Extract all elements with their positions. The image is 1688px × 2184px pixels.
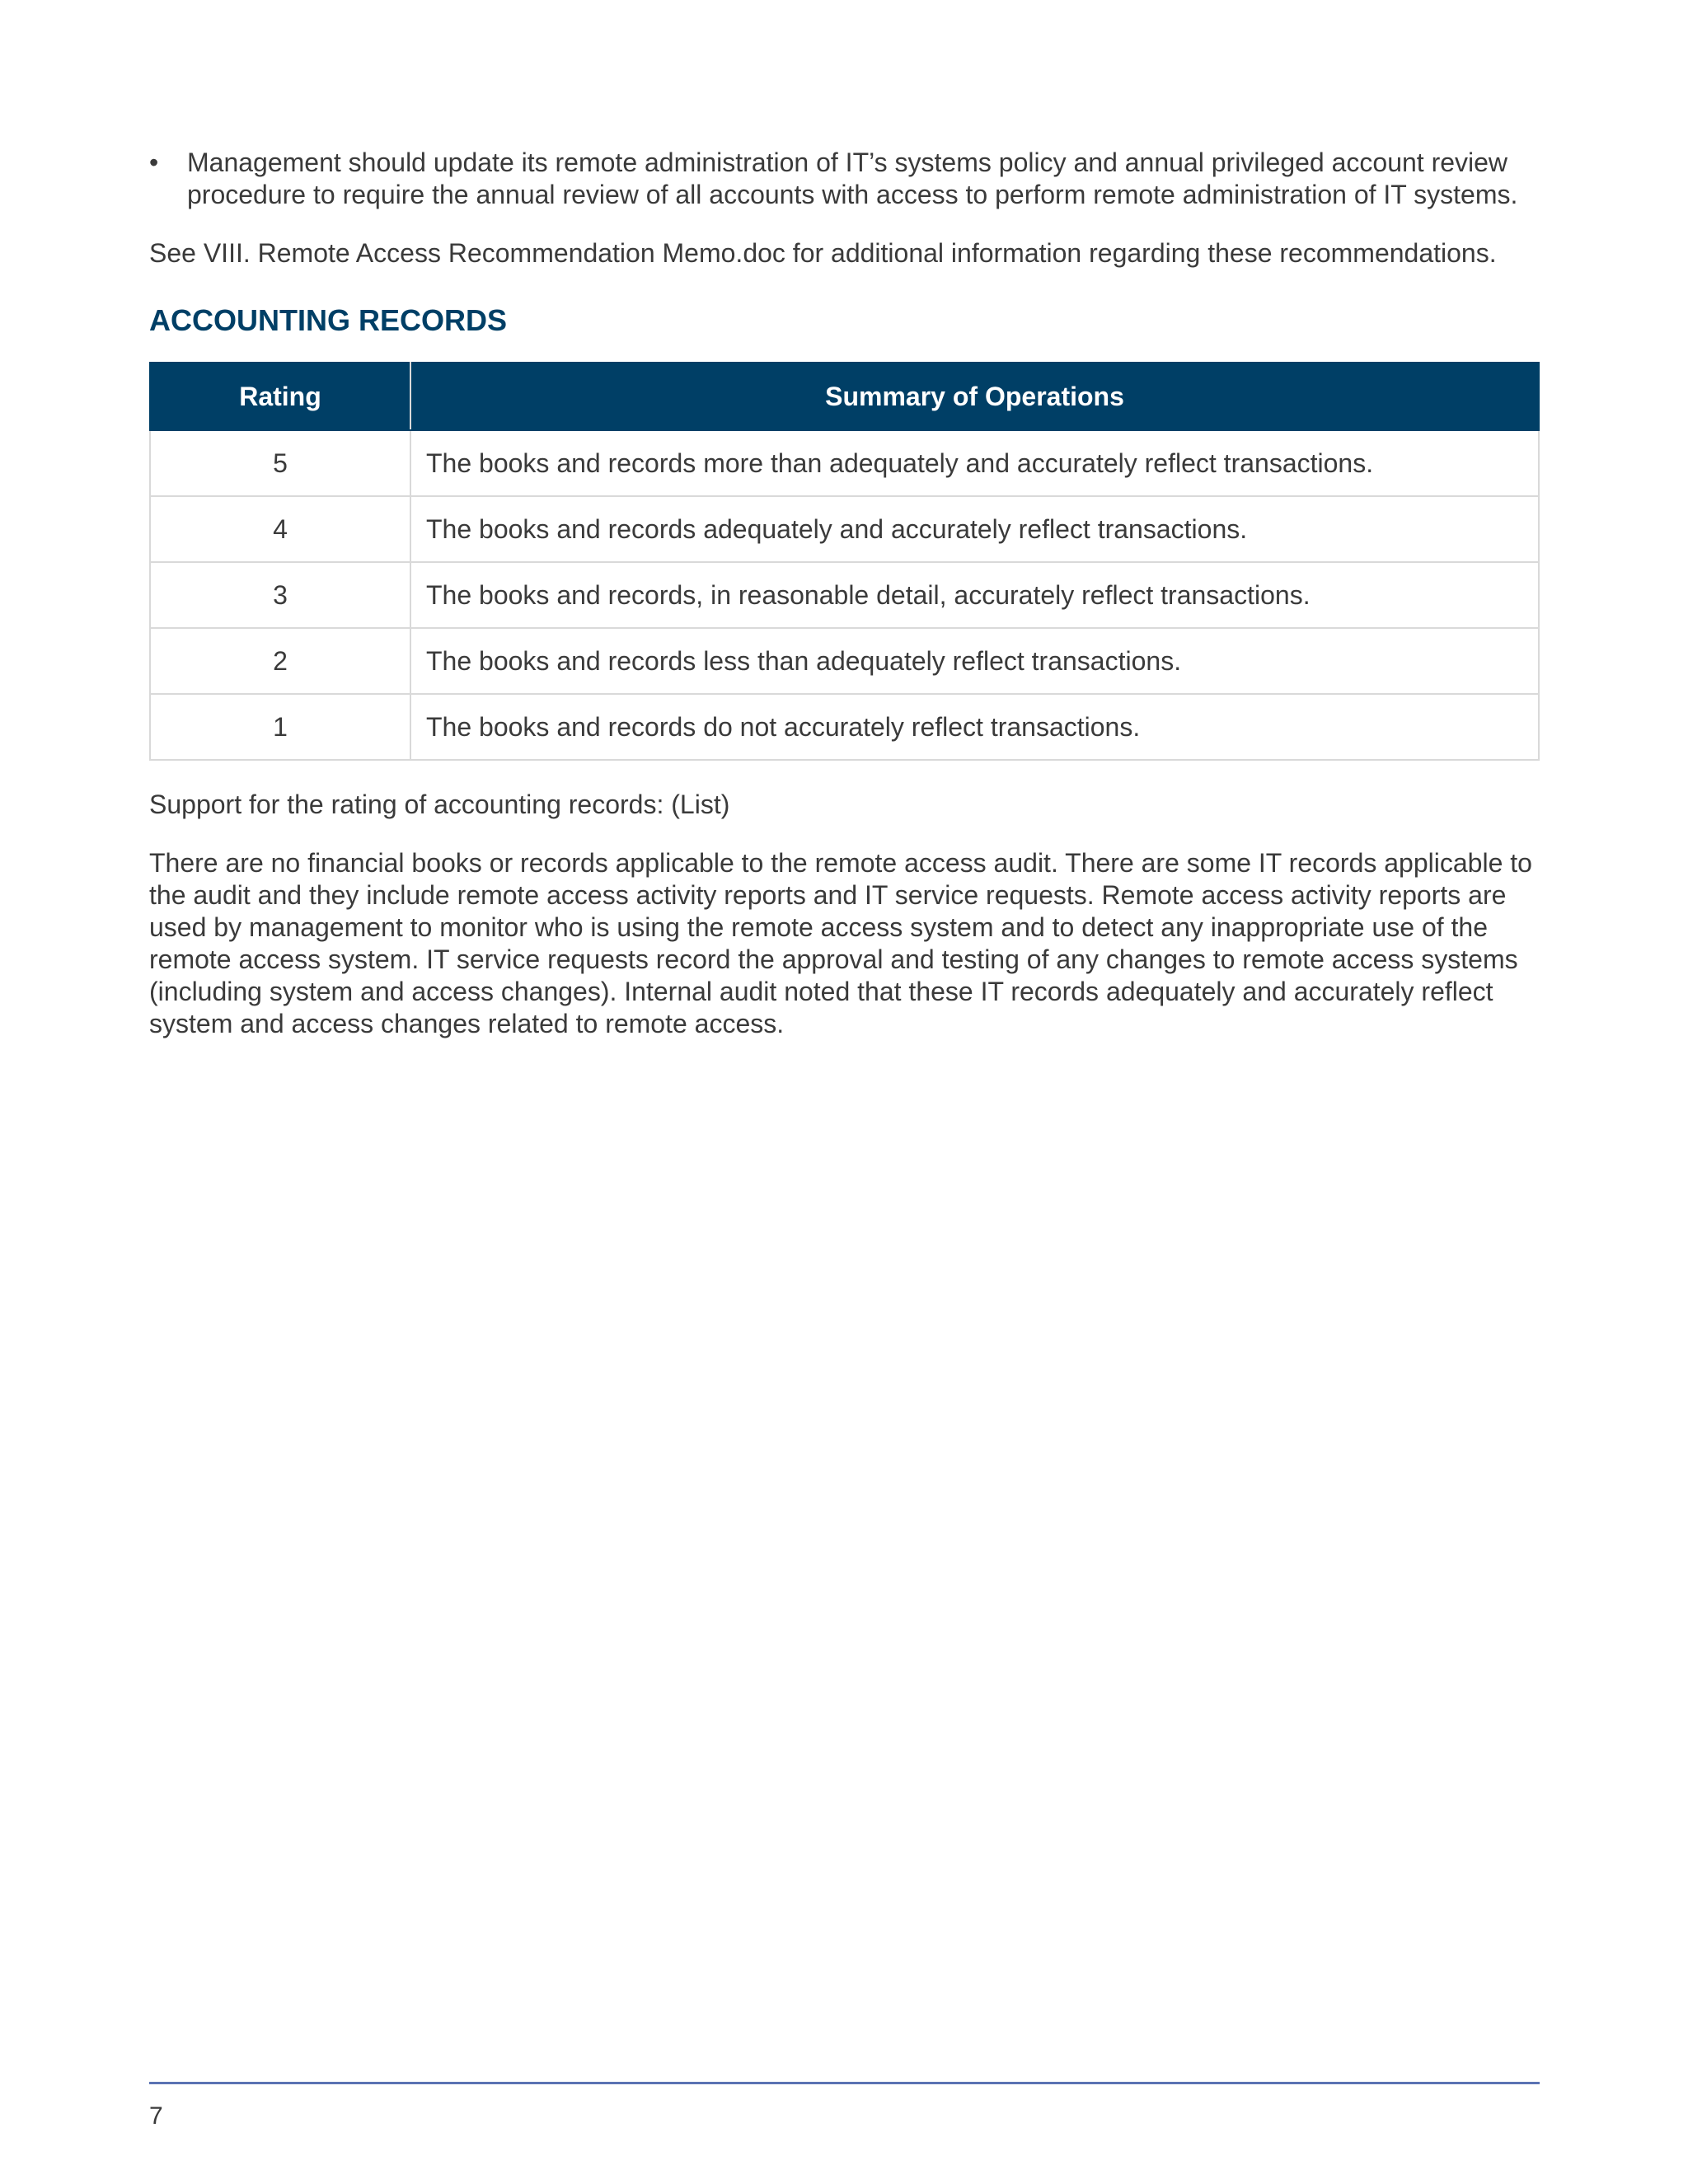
rating-cell: 5 <box>150 430 410 496</box>
bullet-list-item <box>149 147 1540 211</box>
ratings-table <box>149 362 1540 761</box>
table-header-row <box>150 363 1539 430</box>
rating-cell: 3 <box>150 562 410 628</box>
support-label: Support for the rating of accounting records: (List) <box>149 790 730 819</box>
page-number: 7 <box>149 2102 163 2130</box>
table-row <box>150 562 1539 628</box>
rating-cell: 4 <box>150 496 410 562</box>
summary-cell: The books and records less than adequately reflect transactions. <box>410 628 1539 694</box>
rating-cell: 2 <box>150 628 410 694</box>
body-paragraph: There are no financial books or records applicable to the remote access audit. There are some IT records applicable to the audit and they include remote access activity reports and IT service requests. Remote access activity reports are used by management to monitor who is using the remote access system and to detect any inappropriate use of the remote access system. IT service requests record the approval and testing of any changes to remote access systems (including system and access changes). Internal audit noted that these IT records adequately and accurately reflect system and access changes related to remote access. <box>149 848 1532 1038</box>
summary-cell: The books and records, in reasonable detail, accurately reflect transactions. <box>410 562 1539 628</box>
table-row <box>150 628 1539 694</box>
summary-cell: The books and records adequately and accurately reflect transactions. <box>410 496 1539 562</box>
see-reference-paragraph: See VIII. Remote Access Recommendation Memo.doc for additional information regarding these recommendations. <box>149 238 1497 268</box>
bullet-text: Management should update its remote administration of IT’s systems policy and annual privileged account review procedure to require the annual review of all accounts with access to perform remote administration of IT systems. <box>187 148 1518 209</box>
rating-cell: 1 <box>150 694 410 760</box>
document-page <box>149 147 1540 1040</box>
summary-cell: The books and records do not accurately reflect transactions. <box>410 694 1539 760</box>
section-heading: ACCOUNTING RECORDS <box>149 303 508 337</box>
table-row <box>150 430 1539 496</box>
column-header-summary: Summary of Operations <box>410 363 1539 430</box>
footer-divider <box>149 2082 1540 2084</box>
summary-cell: The books and records more than adequately and accurately reflect transactions. <box>410 430 1539 496</box>
table-row <box>150 496 1539 562</box>
column-header-rating: Rating <box>150 363 410 430</box>
bullet-icon: • <box>149 148 159 177</box>
table-row <box>150 694 1539 760</box>
